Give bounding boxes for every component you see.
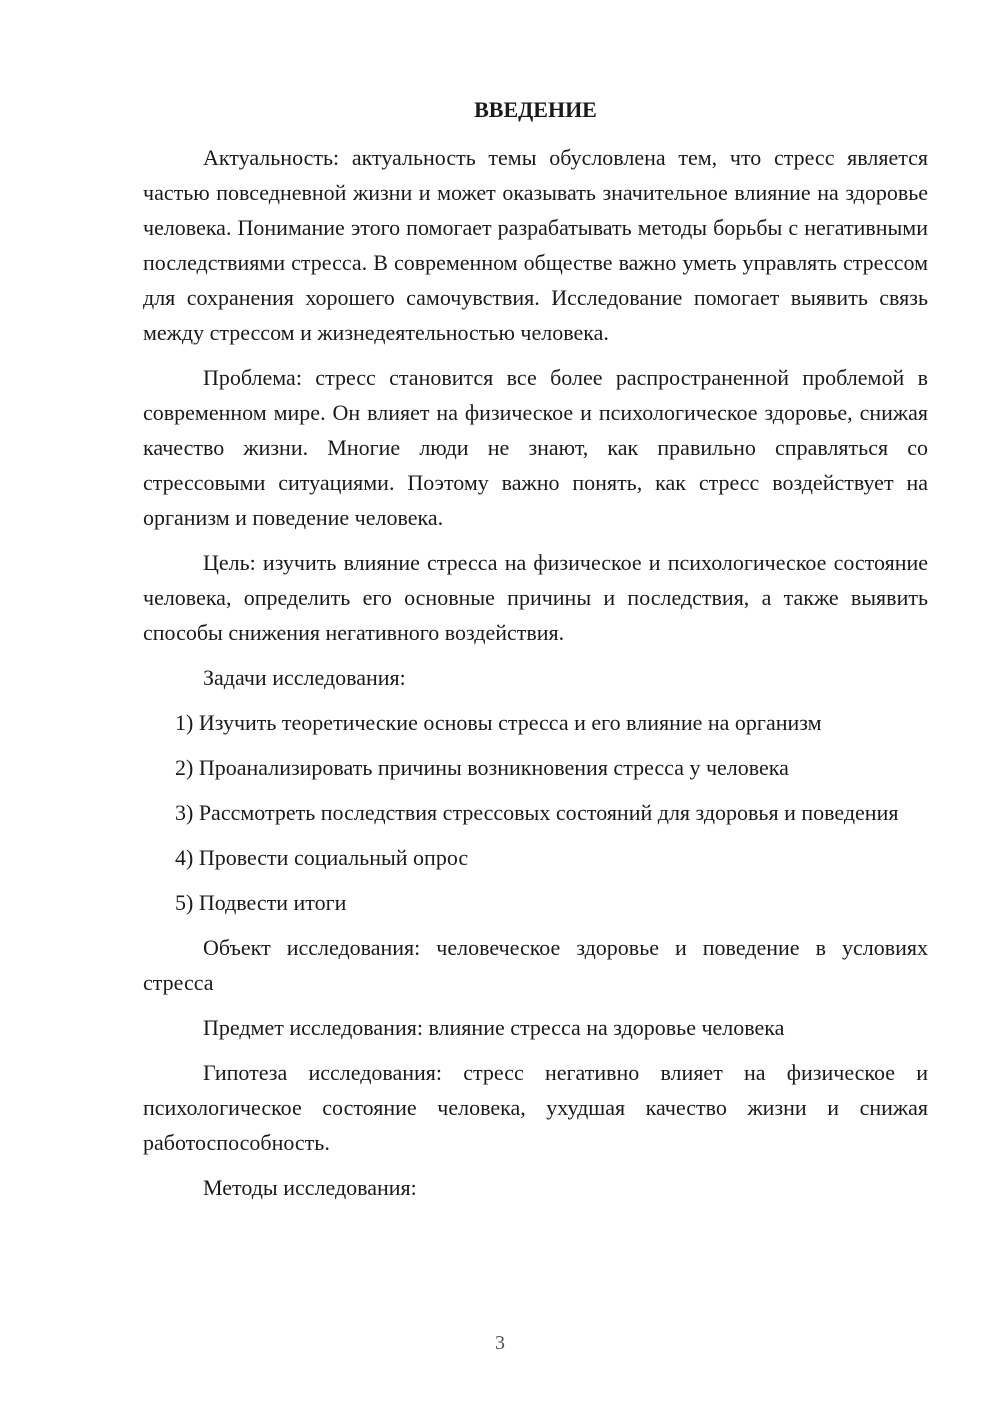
subject-paragraph: Предмет исследования: влияние стресса на здоровье человека xyxy=(203,1015,785,1040)
task-item: 4) Провести социальный опрос xyxy=(175,845,469,870)
document-page xyxy=(143,94,928,1215)
tasks-heading: Задачи исследования: xyxy=(203,665,406,690)
goal-paragraph: Цель: изучить влияние стресса на физическое и психологическое состояние человека, определить его основные причины и последствия, а также выявить способы снижения негативного воздействия. xyxy=(143,550,928,645)
section-title: ВВЕДЕНИЕ xyxy=(474,97,597,122)
object-paragraph: Объект исследования: человеческое здоровье и поведение в условиях стресса xyxy=(143,935,928,995)
task-item: 2) Проанализировать причины возникновения стресса у человека xyxy=(175,755,789,780)
task-item: 3) Рассмотреть последствия стрессовых состояний для здоровья и поведения xyxy=(175,800,899,825)
page-number: 3 xyxy=(495,1332,505,1354)
methods-heading: Методы исследования: xyxy=(203,1175,417,1200)
actuality-paragraph: Актуальность: актуальность темы обусловлена тем, что стресс является частью повседневной жизни и может оказывать значительное влияние на здоровье человека. Понимание этого помогает разрабатывать методы борьбы с негативными последствиями стресса. В современном обществе важно уметь управлять стрессом для сохранения хорошего самочувствия. Исследование помогает выявить связь между стрессом и жизнедеятельностью человека. xyxy=(143,145,928,345)
hypothesis-paragraph: Гипотеза исследования: стресс негативно влияет на физическое и психологическое состояние человека, ухудшая качество жизни и снижая работоспособность. xyxy=(143,1060,928,1155)
task-item: 5) Подвести итоги xyxy=(175,890,347,915)
problem-paragraph: Проблема: стресс становится все более распространенной проблемой в современном мире. Он влияет на физическое и психологическое здоровье, снижая качество жизни. Многие люди не знают, как правильно справляться со стрессовыми ситуациями. Поэтому важно понять, как стресс воздействует на организм и поведение человека. xyxy=(143,365,928,530)
task-item: 1) Изучить теоретические основы стресса и его влияние на организм xyxy=(175,710,822,735)
